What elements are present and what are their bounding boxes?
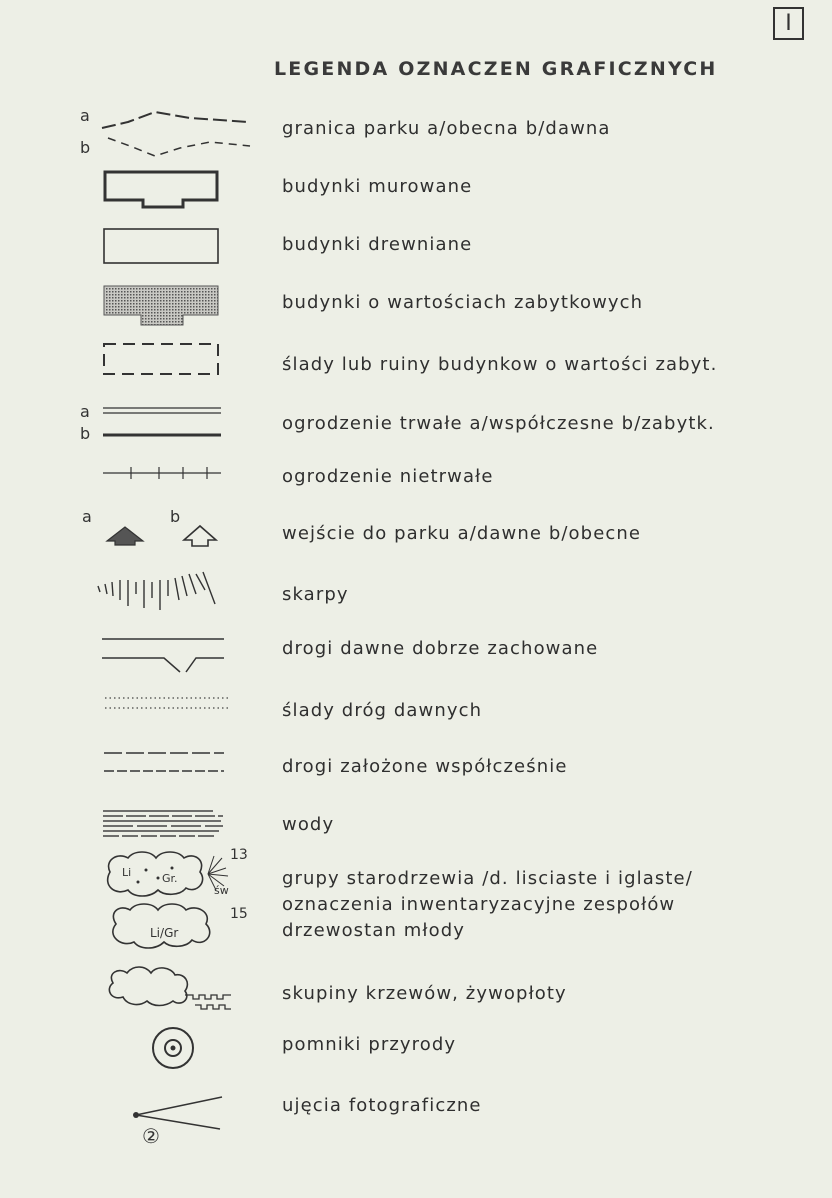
legend-label-masonry-buildings: budynki murowane [282,176,473,197]
temporary-fence-symbol [103,465,223,481]
slope-symbol [95,570,225,614]
ruins-symbol [103,342,221,378]
deciduous-mark: Li [122,866,132,879]
sw-mark: św [214,884,229,897]
letter-b: b [170,507,181,526]
waters-symbol [103,808,227,838]
legend-label-ruins: ślady lub ruiny budynkow o wartości zabyt. [282,354,718,375]
legend-label-old-trees: grupy starodrzewia /d. lisciaste i iglaste/ [282,868,693,889]
wooden-building-symbol [103,228,219,266]
legend-label-inventory-marks: oznaczenia inwentaryzacyjne zespołów [282,894,676,915]
page-title: LEGENDA OZNACZEN GRAFICZNYCH [274,58,718,80]
historic-building-symbol [103,285,219,327]
old-roads-symbol [102,636,226,676]
legend-label-shrubs: skupiny krzewów, żywopłoty [282,983,567,1004]
natural-monument-icon [149,1024,197,1072]
inventory-number-15: 15 [230,906,248,922]
letter-b: b [80,424,91,443]
letter-a: a [80,106,90,125]
legend-label-young-stand: drzewostan młody [282,920,466,941]
legend-label-wooden-buildings: budynki drewniane [282,234,473,255]
legend-label-modern-roads: drogi założone współcześnie [282,756,568,777]
legend-label-slopes: skarpy [282,584,349,605]
legend-label-permanent-fence: ogrodzenie trwałe a/współczesne b/zabytk. [282,413,715,434]
legend-label-road-traces: ślady dróg dawnych [282,700,483,721]
legend-label-park-entrance: wejście do parku a/dawne b/obecne [282,523,642,544]
legend-label-old-roads: drogi dawne dobrze zachowane [282,638,599,659]
park-boundary-symbol [100,108,250,158]
letter-a: a [80,402,90,421]
modern-roads-symbol [104,749,228,775]
legend-label-natural-monuments: pomniki przyrody [282,1034,457,1055]
legend-label-historic-buildings: budynki o wartościach zabytkowych [282,292,644,313]
conifer-mark: Gr. [162,872,178,885]
letter-a: a [82,507,92,526]
photo-number: ② [142,1124,160,1148]
entrance-old-arrow-icon [105,525,145,547]
young-stand-mark: Li/Gr [150,926,179,940]
road-traces-symbol [105,695,231,711]
entrance-new-arrow-icon [182,524,222,548]
legend-label-temporary-fence: ogrodzenie nietrwałe [282,466,494,487]
legend-label-waters: wody [282,814,335,835]
legend-label-photo-viewpoints: ujęcia fotograficzne [282,1095,482,1116]
legend-label-park-boundary: granica parku a/obecna b/dawna [282,118,611,139]
letter-b: b [80,138,91,157]
shrubs-hedges-symbol [105,965,240,1015]
page-number: I [773,7,804,40]
inventory-number-13: 13 [230,847,248,863]
masonry-building-symbol [103,170,219,210]
permanent-fence-symbol [103,405,223,439]
